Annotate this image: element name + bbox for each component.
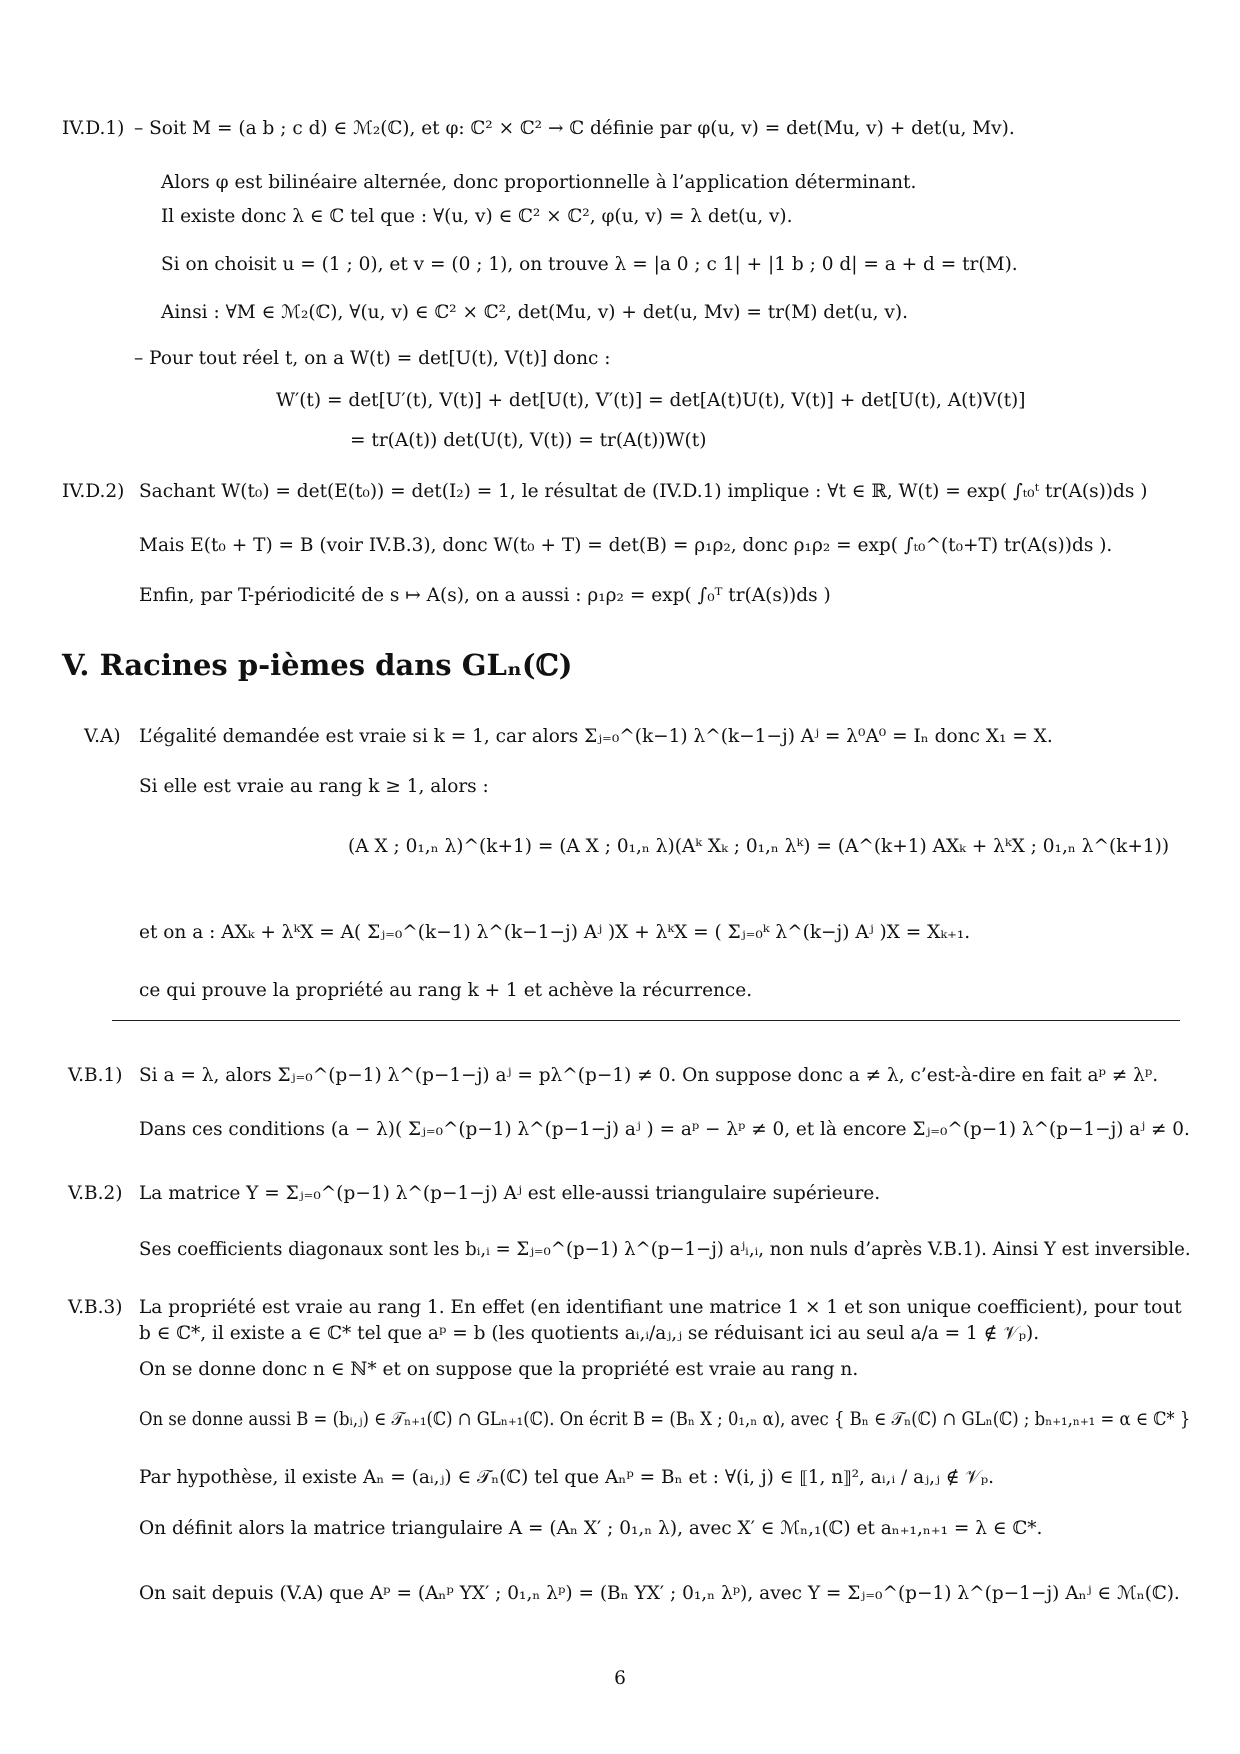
ivd2-line-3: Enfin, par T-périodicité de s ↦ A(s), on a aussi : ρ₁ρ₂ = exp( ∫₀ᵀ tr(A(s))ds ) [139, 585, 831, 606]
ivd2-line-1: Sachant W(t₀) = det(E(t₀)) = det(I₂) = 1, le résultat de (IV.D.1) implique : ∀t ∈ ℝ, W(t) = exp( ∫ₜ₀ᵗ tr(A(s))ds ) [139, 481, 1148, 502]
vb1-line-1: Si a = λ, alors Σⱼ₌₀^(p−1) λ^(p−1−j) aʲ = pλ^(p−1) ≠ 0. On suppose donc a ≠ λ, c’est-à-dire en fait aᵖ ≠ λᵖ. [139, 1065, 1159, 1086]
ivd1-equation-1: W′(t) = det[U′(t), V(t)] + det[U(t), V′(t)] = det[A(t)U(t), V(t)] + det[U(t), A(t)V(t)] [276, 390, 1026, 411]
label-va: V.A) [84, 726, 121, 747]
va-matrix-equation: (A X ; 0₁,ₙ λ)^(k+1) = (A X ; 0₁,ₙ λ)(Aᵏ Xₖ ; 0₁,ₙ λᵏ) = (A^(k+1) AXₖ + λᵏX ; 0₁,ₙ λ^(k+1)) [348, 836, 1170, 857]
va-line-4: ce qui prouve la propriété au rang k + 1 et achève la récurrence. [139, 980, 753, 1001]
ivd1-equation-2: = tr(A(t)) det(U(t), V(t)) = tr(A(t))W(t) [350, 430, 707, 451]
label-vb1: V.B.1) [68, 1065, 123, 1086]
ivd1-line-2: Alors φ est bilinéaire alternée, donc proportionnelle à l’application déterminant. [161, 172, 917, 193]
label-vb3: V.B.3) [68, 1297, 123, 1318]
vb2-line-1: La matrice Y = Σⱼ₌₀^(p−1) λ^(p−1−j) Aʲ est elle-aussi triangulaire supérieure. [139, 1183, 881, 1204]
vb3-line-7: On sait depuis (V.A) que Aᵖ = (Aₙᵖ YX′ ; 0₁,ₙ λᵖ) = (Bₙ YX′ ; 0₁,ₙ λᵖ), avec Y = Σⱼ₌₀^(p−1) λ^(p−1−j) Aₙʲ ∈ ℳₙ(ℂ). [139, 1583, 1180, 1604]
label-ivd1: IV.D.1) [62, 118, 125, 139]
va-line-3: et on a : AXₖ + λᵏX = A( Σⱼ₌₀^(k−1) λ^(k−1−j) Aʲ )X + λᵏX = ( Σⱼ₌₀ᵏ λ^(k−j) Aʲ )X = Xₖ₊₁. [139, 922, 971, 943]
va-line-2: Si elle est vraie au rang k ≥ 1, alors : [139, 776, 489, 797]
ivd1-line-5: Ainsi : ∀M ∈ ℳ₂(ℂ), ∀(u, v) ∈ ℂ² × ℂ², det(Mu, v) + det(u, Mv) = tr(M) det(u, v). [161, 302, 908, 323]
ivd1-line-3: Il existe donc λ ∈ ℂ tel que : ∀(u, v) ∈ ℂ² × ℂ², φ(u, v) = λ det(u, v). [161, 206, 793, 227]
section-title: V. Racines p-ièmes dans GLₙ(ℂ) [62, 648, 573, 682]
va-line-1: L’égalité demandée est vraie si k = 1, car alors Σⱼ₌₀^(k−1) λ^(k−1−j) Aʲ = λ⁰A⁰ = Iₙ donc X₁ = X. [139, 726, 1053, 747]
page-number: 6 [614, 1668, 626, 1689]
horizontal-rule [112, 1020, 1180, 1021]
vb1-line-2: Dans ces conditions (a − λ)( Σⱼ₌₀^(p−1) λ^(p−1−j) aʲ ) = aᵖ − λᵖ ≠ 0, et là encore Σⱼ₌₀^(p−1) λ^(p−1−j) aʲ ≠ 0. [139, 1119, 1190, 1140]
vb2-line-2: Ses coefficients diagonaux sont les bᵢ,ᵢ = Σⱼ₌₀^(p−1) λ^(p−1−j) aʲᵢ,ᵢ, non nuls d’après V.B.1). Ainsi Y est inversible. [139, 1239, 1191, 1260]
ivd1-line-4: Si on choisit u = (1 ; 0), et v = (0 ; 1), on trouve λ = |a 0 ; c 1| + |1 b ; 0 d| = a + d = tr(M). [161, 254, 1018, 275]
vb3-line-4: On se donne aussi B = (bᵢ,ⱼ) ∈ 𝒯ₙ₊₁(ℂ) ∩ GLₙ₊₁(ℂ). On écrit B = (Bₙ X ; 0₁,ₙ α), avec { Bₙ ∈ 𝒯ₙ(ℂ) ∩ GLₙ(ℂ) ; bₙ₊₁,ₙ₊₁ = α ∈ ℂ* } [139, 1409, 1191, 1430]
vb3-line-6: On définit alors la matrice triangulaire A = (Aₙ X′ ; 0₁,ₙ λ), avec X′ ∈ ℳₙ,₁(ℂ) et aₙ₊₁,ₙ₊₁ = λ ∈ ℂ*. [139, 1518, 1043, 1539]
ivd1-line-6: – Pour tout réel t, on a W(t) = det[U(t), V(t)] donc : [134, 348, 611, 369]
label-vb2: V.B.2) [68, 1183, 123, 1204]
vb3-line-1: La propriété est vraie au rang 1. En effet (en identifiant une matrice 1 × 1 et son unique coefficient), pour tout [139, 1297, 1182, 1318]
ivd2-line-2: Mais E(t₀ + T) = B (voir IV.B.3), donc W(t₀ + T) = det(B) = ρ₁ρ₂, donc ρ₁ρ₂ = exp( ∫ₜ₀^(t₀+T) tr(A(s))ds ). [139, 535, 1113, 556]
vb3-line-3: On se donne donc n ∈ ℕ* et on suppose que la propriété est vraie au rang n. [139, 1359, 859, 1380]
vb3-line-5: Par hypothèse, il existe Aₙ = (aᵢ,ⱼ) ∈ 𝒯ₙ(ℂ) tel que Aₙᵖ = Bₙ et : ∀(i, j) ∈ ⟦1, n⟧², aᵢ,ᵢ / aⱼ,ⱼ ∉ 𝒱ₚ. [139, 1467, 994, 1488]
ivd1-line-1: – Soit M = (a b ; c d) ∈ ℳ₂(ℂ), et φ: ℂ² × ℂ² → ℂ définie par φ(u, v) = det(Mu, v) + det(u, Mv). [134, 118, 1015, 139]
vb3-line-2: b ∈ ℂ*, il existe a ∈ ℂ* tel que aᵖ = b (les quotients aᵢ,ᵢ/aⱼ,ⱼ se réduisant ici au seul a/a = 1 ∉ 𝒱ₚ). [139, 1323, 1040, 1344]
label-ivd2: IV.D.2) [62, 481, 125, 502]
